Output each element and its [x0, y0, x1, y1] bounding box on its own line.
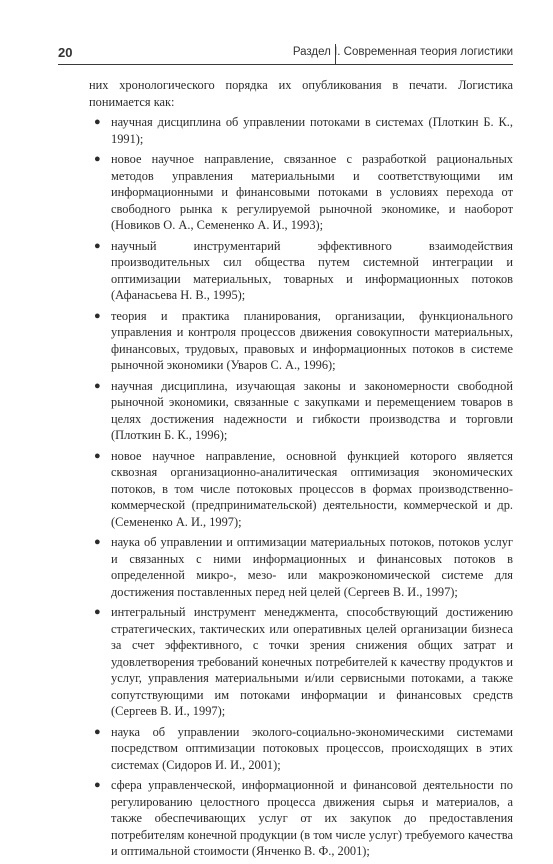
list-item: [89, 308, 513, 374]
list-item-text: новое научное направление, основной функцией которого является сквозная организационно-аналитическая оптимизация экономических потоков, в том числе потоковых процессов в формах производственно-коммерческой (предпринимательской) деятельности, коммерческой и др. (Семененко А. И., 1997);: [111, 448, 513, 529]
list-item: [89, 604, 513, 720]
list-item: [89, 534, 513, 600]
bullet-icon: ●: [94, 606, 101, 618]
list-item: [89, 114, 513, 147]
running-title: Раздел I. Современная теория логистики: [292, 46, 513, 58]
bullet-icon: ●: [94, 536, 101, 548]
list-item-text: сфера управленческой, информационной и финансовой деятельности по регулированию целостного процесса движения сырья и материалов, а также обеспечивающих услуг от их закупок до предоставления потребителям конечной продукции (в том числе услуг) требуемого качества и оптимальной стоимости (Янченко В. Ф., 2001);: [111, 778, 513, 858]
page-number: 20: [58, 45, 73, 60]
list-item: [89, 378, 513, 444]
bullet-icon: ●: [94, 449, 101, 462]
list-item: [89, 151, 513, 234]
bullet-icon: ●: [94, 153, 101, 165]
list-item-text: научная дисциплина, изучающая законы и закономерности свободной рыночной экономики, связанные с закупками и перемещением товаров в целях достижения надежности и гибкости производства и торговли (Плоткин Б. К., 1996);: [111, 378, 513, 442]
bullet-icon: ●: [94, 725, 101, 738]
list-item-text: научный инструментарий эффективного взаимодействия производительных сил общества путем системной интеграции и оптимизации материальных, товарных и информационных потоков (Афанасьева Н. В., 1995);: [111, 238, 513, 302]
list-item-text: наука об управлении эколого-социально-экономическими системами посредством оптимизации потоковых процессов, происходящих в этих системах (Сидоров И. И., 2001);: [111, 724, 513, 772]
page-header: [58, 44, 513, 65]
bullet-icon: ●: [94, 116, 101, 128]
bullet-icon: ●: [94, 779, 101, 791]
list-item-text: теория и практика планирования, организации, функционального управления и контроля процессов движения совокупности материальных, финансовых, трудовых, правовых и информационных потоков в системе рыночной экономики (Уваров С. А., 1996);: [111, 308, 513, 372]
list-item-text: научная дисциплина об управлении потоками в системах (Плоткин Б. К., 1991);: [111, 115, 513, 146]
page-body: [89, 77, 513, 864]
list-item: [89, 238, 513, 304]
list-item-text: новое научное направление, связанное с разработкой рациональных методов управления материальными и соответствующими им информационными и финансовыми потоками в условиях перехода от свободного рынка к регулируемой рыночной экономике, и наоборот (Новиков О. А., Семененко А. И., 1993);: [111, 152, 513, 232]
list-item: [89, 724, 513, 774]
list-item: [89, 777, 513, 860]
bullet-icon: ●: [94, 309, 101, 322]
list-item-text: наука об управлении и оптимизации материальных потоков, потоков услуг и связанных с ними информационных и финансовых потоков в определенной микро-, мезо- или макроэкономической системе для достижения поставленных перед ней целей (Сергеев В. И., 1997);: [111, 535, 513, 599]
intro-paragraph: них хронологического порядка их опубликования в печати. Логистика понимается как:: [89, 78, 513, 109]
bullet-icon: ●: [94, 239, 101, 252]
definition-list: [89, 114, 513, 860]
list-item: [89, 448, 513, 531]
bullet-icon: ●: [94, 379, 101, 392]
list-item-text: интегральный инструмент менеджмента, способствующий достижению стратегических, тактических или оперативных целей организации бизнеса за счет эффективного, с точки зрения снижения общих затрат и удовлетворения требований конечных потребителей к качеству продуктов и услуг, управления материальными и/или сервисными потоками, а также сопутствующими им потоками информации и финансовых средств (Сергеев В. И., 1997);: [111, 605, 513, 718]
